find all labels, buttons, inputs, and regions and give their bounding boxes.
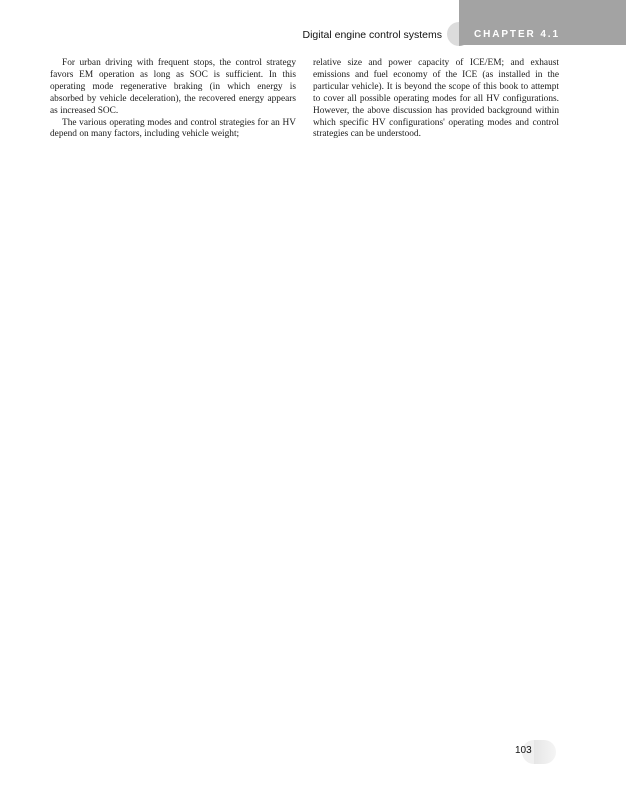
chapter-label: CHAPTER 4.1: [474, 29, 560, 40]
left-column: [50, 58, 296, 141]
paragraph: relative size and power capacity of ICE/EM; and exhaust emissions and fuel economy of the ICE (as installed in the particular vehicle). It is beyond the scope of this book to attempt to cover all possible operating modes for all HV configurations. However, the above discussion has provided background within which specific HV configurations' operating modes and control strategies can be understood.: [313, 58, 559, 140]
paragraph: The various operating modes and control strategies for an HV depend on many factors, including vehicle weight;: [50, 117, 296, 140]
page-number-tab-edge: [534, 740, 556, 764]
chapter-tab-knob: [447, 22, 471, 46]
running-title: Digital engine control systems: [302, 29, 442, 41]
paragraph: For urban driving with frequent stops, the control strategy favors EM operation as long as SOC is sufficient. In this operating mode regenerative braking (in which energy is absorbed by vehicle deceleration), the recovered energy appears as increased SOC.: [50, 58, 296, 116]
right-column: [313, 58, 559, 141]
page-number: 103: [515, 745, 532, 756]
